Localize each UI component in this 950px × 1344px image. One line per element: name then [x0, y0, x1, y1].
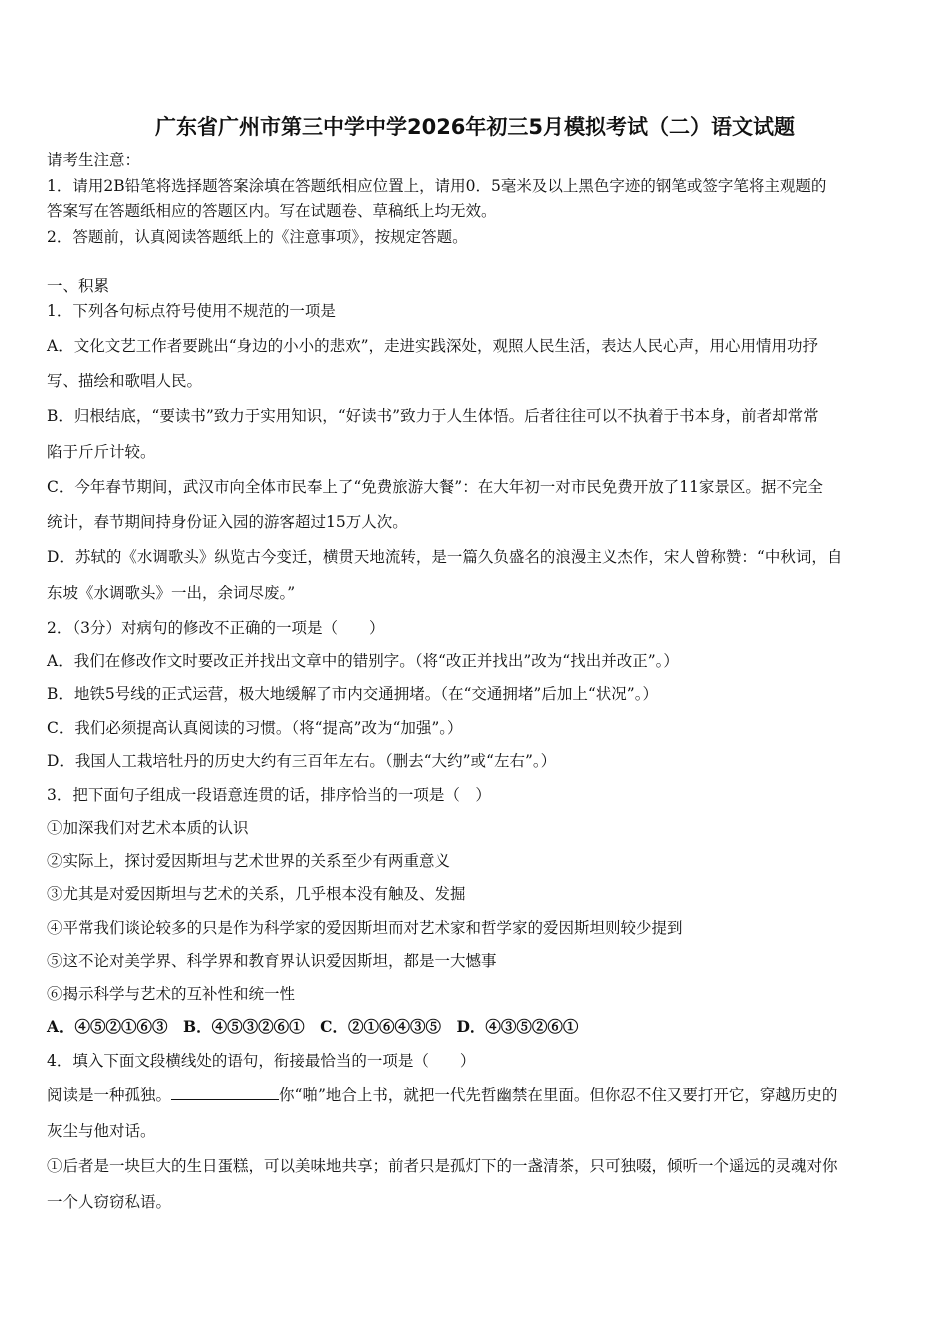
- notice-line: 答案写在答题纸相应的答题区内。写在试题卷、草稿纸上均无效。: [47, 202, 497, 220]
- passage-line: [47, 1085, 837, 1105]
- option-line: C．今年春节期间，武汉市向全体市民奉上了“免费旅游大餐”：在大年初一对市民免费开放了11家景区。据不完全: [47, 478, 823, 496]
- sentence-item: ④平常我们谈论较多的只是作为科学家的爱因斯坦而对艺术家和哲学家的爱因斯坦则较少提到: [47, 919, 683, 937]
- page-title: 广东省广州市第三中学中学2026年初三5月模拟考试（二）语文试题: [154, 115, 796, 139]
- question-stem: 1．下列各句标点符号使用不规范的一项是: [47, 302, 336, 320]
- option-line: D．苏轼的《水调歌头》纵览古今变迁，横贯天地流转，是一篇久负盛名的浪漫主义杰作，宋人曾称赞：“中秋词，自: [47, 548, 843, 566]
- option-line: 东坡《水调歌头》一出，余词尽废。”: [47, 584, 296, 602]
- option-line: 一个人窃窃私语。: [47, 1193, 172, 1211]
- sentence-item: ⑤这不论对美学界、科学界和教育界认识爱因斯坦，都是一大憾事: [47, 952, 497, 970]
- option-line: 统计，春节期间持身份证入园的游客超过15万人次。: [47, 513, 408, 531]
- option-line: C．我们必须提高认真阅读的习惯。（将“提高”改为“加强”。）: [47, 719, 463, 737]
- sentence-item: ①加深我们对艺术本质的认识: [47, 819, 249, 837]
- sentence-item: ②实际上，探讨爱因斯坦与艺术世界的关系至少有两重意义: [47, 852, 451, 870]
- option-line: 写、描绘和歌唱人民。: [47, 372, 203, 390]
- notice-line: 1．请用2B铅笔将选择题答案涂填在答题纸相应位置上，请用0．5毫米及以上黑色字迹的钢笔或签字笔将主观题的: [47, 177, 827, 195]
- option-line: 陷于斤斤计较。: [47, 443, 156, 461]
- sentence-item: ⑥揭示科学与艺术的互补性和统一性: [47, 985, 296, 1003]
- notice-heading: 请考生注意：: [47, 151, 141, 169]
- notice-line: 2．答题前，认真阅读答题纸上的《注意事项》，按规定答题。: [47, 228, 468, 246]
- sentence-item: ③尤其是对爱因斯坦与艺术的关系，几乎根本没有触及、发掘: [47, 885, 466, 903]
- question-stem: 3．把下面句子组成一段语意连贯的话，排序恰当的一项是（ ）: [47, 786, 491, 804]
- question-stem: 2．（3分）对病句的修改不正确的一项是（ ）: [47, 619, 385, 637]
- section-heading: 一、积累: [47, 277, 110, 295]
- question-stem: 4．填入下面文段横线处的语句，衔接最恰当的一项是（ ）: [47, 1052, 476, 1070]
- option-line: B．归根结底，“要读书”致力于实用知识，“好读书”致力于人生体悟。后者往往可以不执着于书本身，前者却常常: [47, 407, 819, 425]
- option-line: A．文化文艺工作者要跳出“身边的小小的悲欢”，走进实践深处，观照人民生活，表达人民心声，用心用情用功抒: [47, 337, 819, 355]
- passage-line: 灰尘与他对话。: [47, 1122, 156, 1140]
- option-line: ①后者是一块巨大的生日蛋糕，可以美味地共享；前者只是孤灯下的一盏清茶，只可独啜，倾听一个遥远的灵魂对你: [47, 1157, 838, 1175]
- option-line: B．地铁5号线的正式运营，极大地缓解了市内交通拥堵。（在“交通拥堵”后加上“状况”。）: [47, 685, 658, 703]
- option-line: A．我们在修改作文时要改正并找出文章中的错别字。（将“改正并找出”改为“找出并改正”。）: [47, 652, 679, 670]
- passage-after: 你“啪”地合上书，就把一代先哲幽禁在里面。但你忍不住又要打开它，穿越历史的: [279, 1086, 838, 1104]
- answer-options: A．④⑤②①⑥③ B．④⑤③②⑥① C．②①⑥④③⑤ D．④③⑤②⑥①: [47, 1017, 579, 1036]
- passage-before: 阅读是一种孤独。: [47, 1086, 172, 1104]
- fill-blank: [171, 1085, 279, 1100]
- option-line: D．我国人工栽培牡丹的历史大约有三百年左右。（删去“大约”或“左右”。）: [47, 752, 557, 770]
